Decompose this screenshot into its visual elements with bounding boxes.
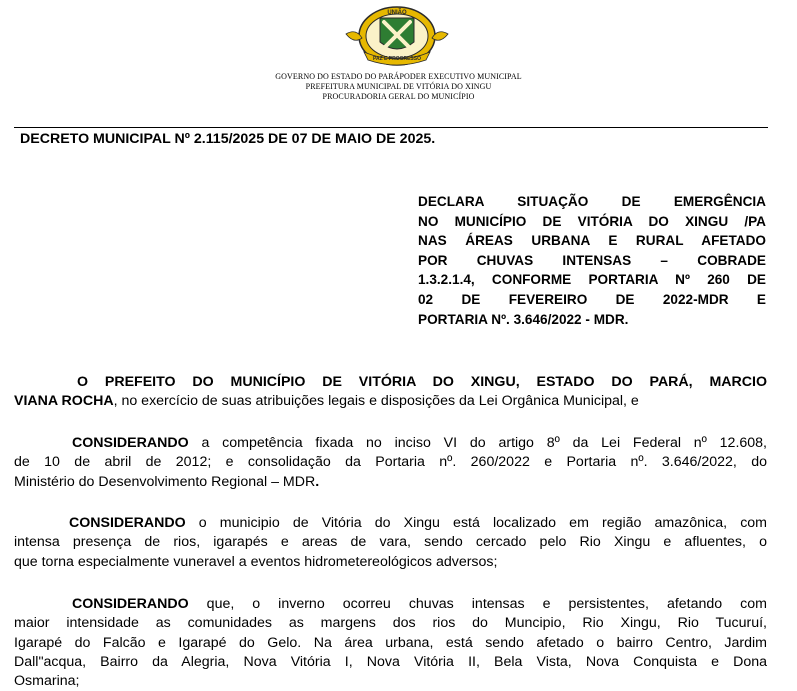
considerando-text: a competência fixada no inciso VI do artigo 8º da Lei Federal nº 12.608, — [188, 435, 767, 451]
decree-ementa — [418, 192, 766, 329]
header-line-government: GOVERNO DO ESTADO DO PARÁPODER EXECUTIVO MUNICIPAL — [275, 72, 522, 81]
header-line-procuradoria: PROCURADORIA GERAL DO MUNICÍPIO — [322, 92, 475, 101]
considerando-text: que torna especialmente vuneravel a eventos hidrometereológicos adversos; — [14, 553, 498, 570]
mayor-name: VIANA ROCHA — [14, 393, 114, 410]
considerando-text: Ministério do Desenvolvimento Regional – MDR — [14, 473, 316, 490]
considerando-paragraph-2 — [14, 514, 767, 572]
decree-title: DECRETO MUNICIPAL Nº 2.115/2025 DE 07 DE MAIO DE 2025. — [20, 131, 436, 147]
considerando-paragraph-3 — [14, 595, 767, 691]
considerando-text: . — [315, 473, 320, 490]
considerando-label: CONSIDERANDO — [69, 515, 186, 531]
considerando-text: Igarapé do Falcão e Igarapé do Gelo. Na área urbana, está sendo afetado o bairro Centro, Jardim — [14, 634, 767, 651]
considerando-text: Dall"acqua, Bairro da Alegria, Nova Vitória I, Nova Vitória II, Bela Vista, Nova Conquista e Dona — [14, 653, 767, 670]
considerando-text: Osmarina; — [14, 673, 80, 690]
considerando-text: maior intensidade as comunidades as margens dos rios do Muncipio, Rio Xingu, Rio Tucuruí, — [14, 615, 767, 632]
preamble-text: , no exercício de suas atribuições legais e disposições da Lei Orgânica Municipal, e — [113, 393, 639, 410]
considerando-label: CONSIDERANDO — [72, 596, 189, 612]
considerando-text: de 10 de abril de 2012; e consolidação da Portaria nº. 260/2022 e Portaria nº. 3.646/2022, do — [14, 454, 767, 471]
ementa-line: DECLARA SITUAÇÃO DE EMERGÊNCIA — [418, 194, 766, 209]
ementa-line: 02 DE FEVEREIRO DE 2022-MDR E — [418, 291, 766, 307]
considerando-text: que, o inverno ocorreu chuvas intensas e persistentes, afetando com — [188, 596, 767, 612]
ementa-line: NAS ÁREAS URBANA E RURAL AFETADO — [418, 233, 766, 249]
ementa-line: PORTARIA Nº. 3.646/2022 - MDR. — [418, 311, 629, 327]
considerando-text: o municipio de Vitória do Xingu está localizado em região amazônica, com — [185, 515, 767, 531]
preamble-paragraph — [14, 373, 767, 412]
ementa-line: 1.3.2.1.4, CONFORME PORTARIA Nº 260 DE — [418, 272, 766, 288]
considerando-paragraph-1 — [14, 434, 767, 492]
header-line-prefeitura: PREFEITURA MUNICIPAL DE VITÓRIA DO XINGU — [305, 82, 492, 91]
municipal-seal-logo — [334, 4, 460, 68]
government-header — [0, 72, 797, 102]
seal-bottom-text: PAZ E PROGRESSO — [373, 56, 421, 62]
seal-top-text: UNIÃO — [387, 10, 407, 16]
considerando-label: CONSIDERANDO — [72, 435, 189, 451]
ementa-line: POR CHUVAS INTENSAS – COBRADE — [418, 252, 766, 268]
header-divider — [14, 127, 768, 128]
preamble-bold-text: O PREFEITO DO MUNICÍPIO DE VITÓRIA DO XINGU, ESTADO DO PARÁ, MARCIO — [77, 374, 767, 390]
ementa-line: NO MUNICÍPIO DE VITÓRIA DO XINGU /PA — [418, 213, 766, 229]
considerando-text: intensa presença de rios, igarapés e areas de vara, sendo cercado pelo Rio Xingu e afluentes, o — [14, 534, 767, 551]
